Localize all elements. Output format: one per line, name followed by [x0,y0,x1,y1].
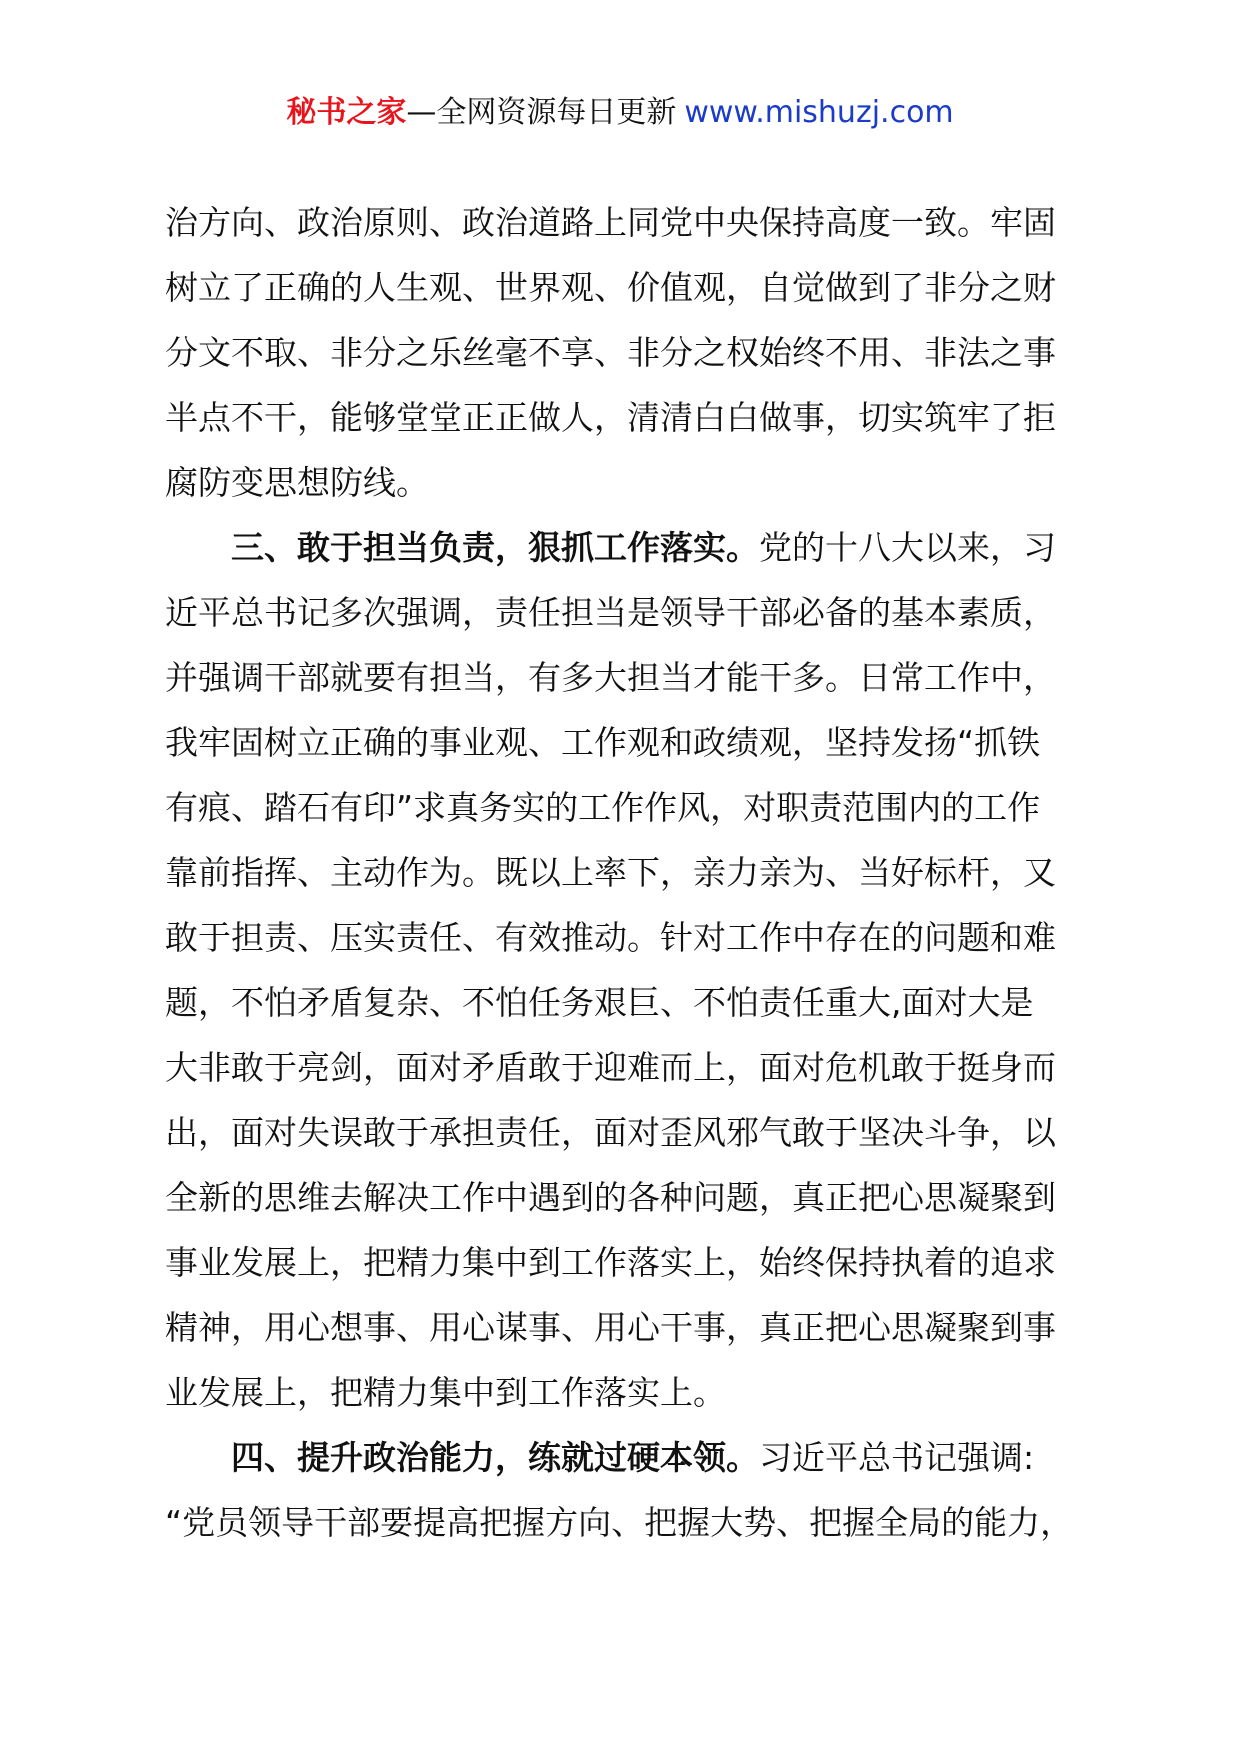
paragraph-2-line: 题，不怕矛盾复杂、不怕任务艰巨、不怕责任重大,面对大是 [165,983,1034,1022]
paragraph-1-line: 腐防变思想防线。 [165,463,429,502]
paragraph-2-line: 敢于担责、压实责任、有效推动。针对工作中存在的问题和难 [165,918,1056,957]
section-heading-3: 三、敢于担当负责，狠抓工作落实。 [231,528,759,567]
brand-name: 秘书之家 [286,95,407,130]
paragraph-2-line: 精神，用心想事、用心谋事、用心干事，真正把心思凝聚到事 [165,1308,1056,1347]
section-heading-4: 四、提升政治能力，练就过硬本领。 [231,1438,759,1477]
paragraph-1-line: 半点不干，能够堂堂正正做人，清清白白做事，切实筑牢了拒 [165,398,1056,437]
paragraph-3-first-text: 习近平总书记强调: [759,1438,1035,1477]
paragraph-2-line: 事业发展上，把精力集中到工作落实上，始终保持执着的追求 [165,1243,1056,1282]
site-url-link[interactable]: www.mishuzj.com [684,95,954,130]
paragraph-3-line: “党员领导干部要提高把握方向、把握大势、把握全局的能力， [165,1503,1074,1542]
site-header [0,88,1240,138]
header-tagline: —全网资源每日更新 [406,95,677,130]
paragraph-2-line: 出，面对失误敢于承担责任，面对歪风邪气敢于坚决斗争，以 [165,1113,1056,1152]
paragraph-1-line: 树立了正确的人生观、世界观、价值观，自觉做到了非分之财 [165,268,1056,307]
paragraph-2-first-line [165,515,1085,580]
paragraph-2-line: 大非敢于亮剑，面对矛盾敢于迎难而上，面对危机敢于挺身而 [165,1048,1056,1087]
paragraph-2-line: 并强调干部就要有担当，有多大担当才能干多。日常工作中， [165,658,1056,697]
paragraph-2-line: 业发展上，把精力集中到工作落实上。 [165,1373,726,1412]
paragraph-2-line: 近平总书记多次强调，责任担当是领导干部必备的基本素质， [165,593,1056,632]
paragraph-2-first-text: 党的十八大以来，习 [759,528,1056,567]
paragraph-2-line: 靠前指挥、主动作为。既以上率下，亲力亲为、当好标杆，又 [165,853,1056,892]
paragraph-2-line: 我牢固树立正确的事业观、工作观和政绩观，坚持发扬“抓铁 [165,723,1041,762]
paragraph-3-first-line [165,1425,1085,1490]
document-body [165,190,1085,1555]
paragraph-1-line: 分文不取、非分之乐丝毫不享、非分之权始终不用、非法之事 [165,333,1056,372]
paragraph-2-line: 全新的思维去解决工作中遇到的各种问题，真正把心思凝聚到 [165,1178,1056,1217]
paragraph-2-line: 有痕、踏石有印”求真务实的工作作风，对职责范围内的工作 [165,788,1041,827]
paragraph-1-line: 治方向、政治原则、政治道路上同党中央保持高度一致。牢固 [165,203,1056,242]
